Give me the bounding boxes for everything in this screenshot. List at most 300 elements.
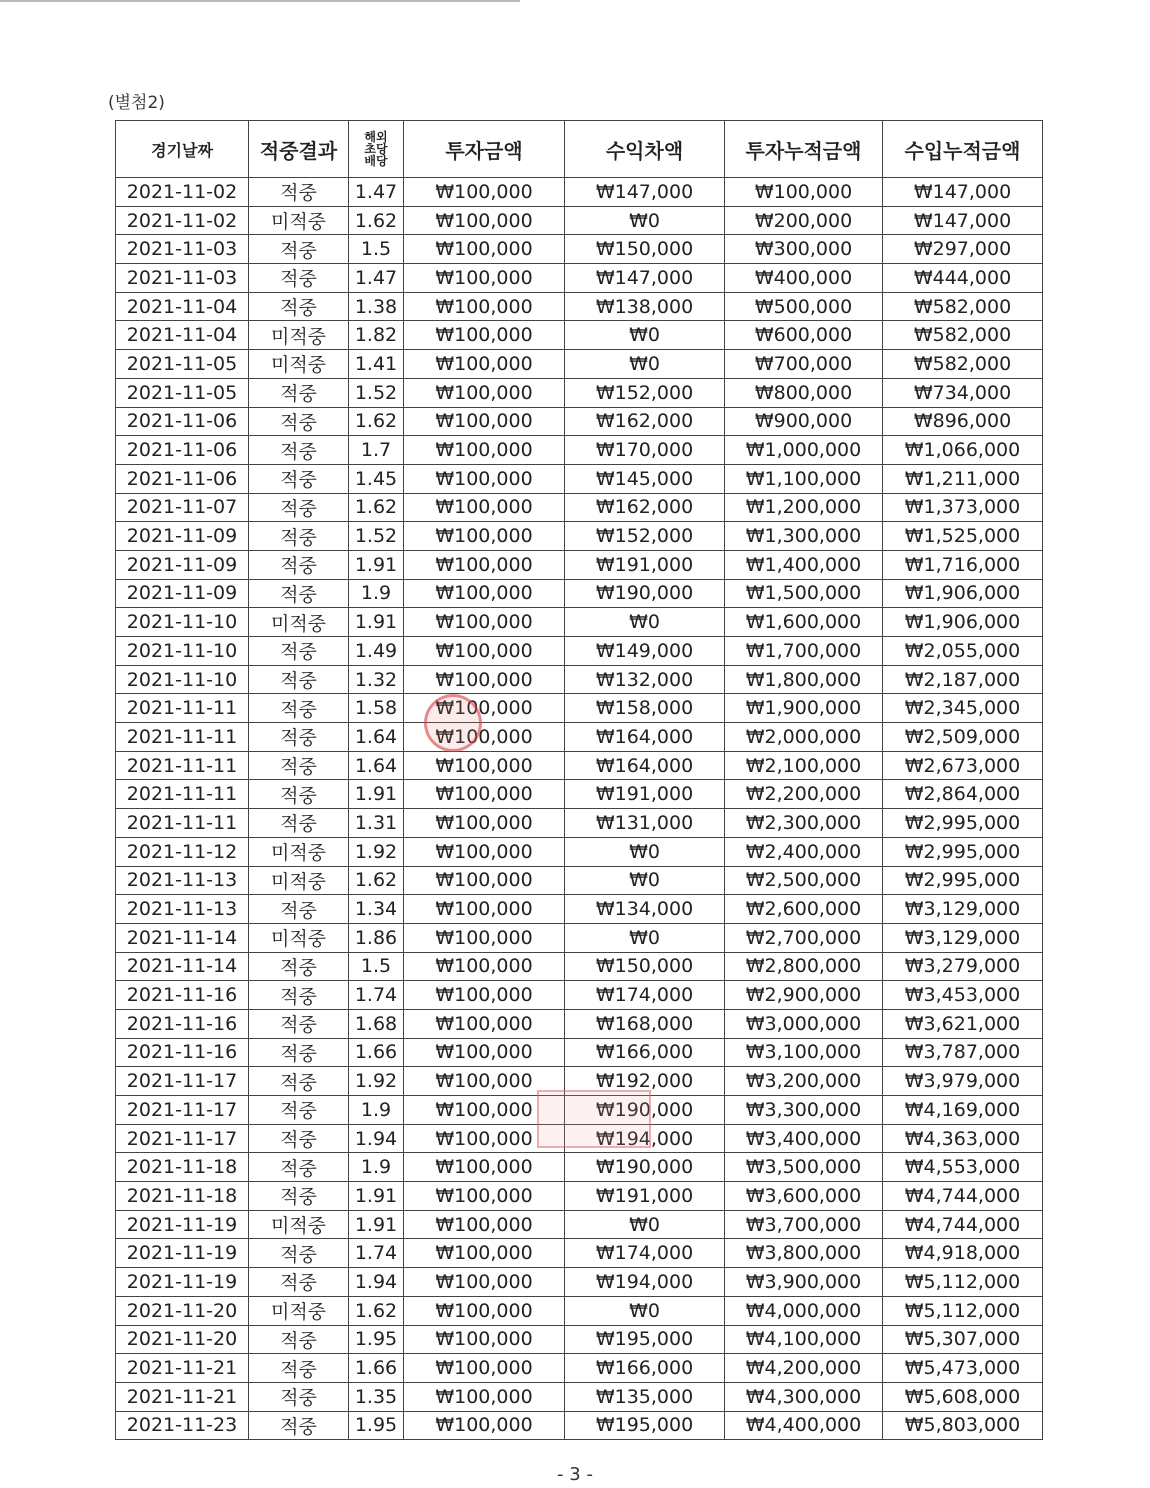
cell-profit: ₩190,000	[565, 1096, 725, 1125]
table-row	[116, 1411, 1043, 1440]
cell-date: 2021-11-05	[116, 378, 249, 407]
cell-invest: ₩100,000	[404, 895, 565, 924]
cell-date: 2021-11-10	[116, 665, 249, 694]
seal-stamp-2	[537, 1090, 651, 1148]
cell-cum-income: ₩1,373,000	[883, 493, 1043, 522]
cell-cum-invest: ₩1,400,000	[725, 550, 883, 579]
cell-cum-invest: ₩4,200,000	[725, 1354, 883, 1383]
cell-result: 적중	[249, 694, 349, 723]
cell-cum-income: ₩582,000	[883, 292, 1043, 321]
header-odds-line: 해외	[364, 130, 388, 144]
cell-cum-income: ₩5,307,000	[883, 1325, 1043, 1354]
cell-odds: 1.92	[349, 837, 404, 866]
cell-profit: ₩164,000	[565, 723, 725, 752]
cell-profit: ₩0	[565, 1210, 725, 1239]
cell-result: 미적중	[249, 923, 349, 952]
cell-profit: ₩170,000	[565, 436, 725, 465]
cell-profit: ₩145,000	[565, 464, 725, 493]
table-row	[116, 1239, 1043, 1268]
cell-date: 2021-11-18	[116, 1182, 249, 1211]
cell-cum-invest: ₩2,400,000	[725, 837, 883, 866]
table-row	[116, 1268, 1043, 1297]
cell-invest: ₩100,000	[404, 264, 565, 293]
cell-odds: 1.35	[349, 1382, 404, 1411]
cell-odds: 1.91	[349, 1210, 404, 1239]
cell-date: 2021-11-19	[116, 1210, 249, 1239]
cell-cum-income: ₩2,864,000	[883, 780, 1043, 809]
cell-date: 2021-11-02	[116, 178, 249, 207]
cell-cum-income: ₩734,000	[883, 378, 1043, 407]
cell-cum-invest: ₩2,100,000	[725, 751, 883, 780]
cell-date: 2021-11-11	[116, 780, 249, 809]
cell-cum-invest: ₩1,700,000	[725, 637, 883, 666]
cell-date: 2021-11-09	[116, 522, 249, 551]
cell-cum-income: ₩2,509,000	[883, 723, 1043, 752]
cell-invest: ₩100,000	[404, 1153, 565, 1182]
table-body	[116, 178, 1043, 1440]
table-row	[116, 522, 1043, 551]
cell-profit: ₩138,000	[565, 292, 725, 321]
cell-cum-invest: ₩700,000	[725, 350, 883, 379]
cell-profit: ₩162,000	[565, 493, 725, 522]
table-row	[116, 866, 1043, 895]
cell-invest: ₩100,000	[404, 981, 565, 1010]
cell-cum-invest: ₩300,000	[725, 235, 883, 264]
cell-result: 적중	[249, 1354, 349, 1383]
cell-invest: ₩100,000	[404, 493, 565, 522]
cell-cum-income: ₩4,918,000	[883, 1239, 1043, 1268]
cell-result: 적중	[249, 1096, 349, 1125]
cell-odds: 1.68	[349, 1009, 404, 1038]
cell-profit: ₩147,000	[565, 264, 725, 293]
cell-invest: ₩100,000	[404, 1038, 565, 1067]
cell-odds: 1.32	[349, 665, 404, 694]
cell-date: 2021-11-14	[116, 952, 249, 981]
cell-result: 미적중	[249, 837, 349, 866]
cell-result: 적중	[249, 1325, 349, 1354]
cell-result: 적중	[249, 952, 349, 981]
cell-result: 적중	[249, 751, 349, 780]
cell-cum-income: ₩3,979,000	[883, 1067, 1043, 1096]
header-odds-line: 초당	[364, 142, 388, 156]
cell-invest: ₩100,000	[404, 923, 565, 952]
cell-result: 적중	[249, 809, 349, 838]
cell-result: 미적중	[249, 866, 349, 895]
cell-cum-invest: ₩2,800,000	[725, 952, 883, 981]
table-row	[116, 1182, 1043, 1211]
cell-cum-invest: ₩4,000,000	[725, 1296, 883, 1325]
cell-invest: ₩100,000	[404, 579, 565, 608]
cell-cum-income: ₩4,744,000	[883, 1210, 1043, 1239]
cell-odds: 1.74	[349, 981, 404, 1010]
cell-cum-invest: ₩2,900,000	[725, 981, 883, 1010]
cell-result: 미적중	[249, 350, 349, 379]
table-row	[116, 1325, 1043, 1354]
cell-result: 적중	[249, 895, 349, 924]
header-invest: 투자금액	[404, 121, 565, 178]
table-row	[116, 292, 1043, 321]
cell-profit: ₩174,000	[565, 981, 725, 1010]
cell-cum-invest: ₩1,500,000	[725, 579, 883, 608]
cell-odds: 1.62	[349, 493, 404, 522]
cell-date: 2021-11-16	[116, 1009, 249, 1038]
cell-cum-invest: ₩3,300,000	[725, 1096, 883, 1125]
cell-cum-invest: ₩3,000,000	[725, 1009, 883, 1038]
cell-cum-income: ₩3,787,000	[883, 1038, 1043, 1067]
cell-date: 2021-11-17	[116, 1124, 249, 1153]
cell-result: 적중	[249, 637, 349, 666]
cell-date: 2021-11-18	[116, 1153, 249, 1182]
cell-result: 적중	[249, 1153, 349, 1182]
cell-invest: ₩100,000	[404, 206, 565, 235]
cell-cum-invest: ₩3,400,000	[725, 1124, 883, 1153]
cell-result: 적중	[249, 780, 349, 809]
page-number: - 3 -	[557, 1464, 593, 1485]
cell-profit: ₩0	[565, 923, 725, 952]
cell-profit: ₩134,000	[565, 895, 725, 924]
cell-odds: 1.66	[349, 1354, 404, 1383]
cell-cum-invest: ₩4,400,000	[725, 1411, 883, 1440]
cell-cum-income: ₩3,129,000	[883, 923, 1043, 952]
cell-date: 2021-11-11	[116, 809, 249, 838]
cell-date: 2021-11-10	[116, 637, 249, 666]
cell-invest: ₩100,000	[404, 694, 565, 723]
table-row	[116, 1382, 1043, 1411]
cell-result: 적중	[249, 1411, 349, 1440]
cell-result: 미적중	[249, 1210, 349, 1239]
cell-cum-income: ₩4,363,000	[883, 1124, 1043, 1153]
cell-cum-invest: ₩400,000	[725, 264, 883, 293]
cell-invest: ₩100,000	[404, 1268, 565, 1297]
cell-profit: ₩190,000	[565, 1153, 725, 1182]
cell-cum-income: ₩1,525,000	[883, 522, 1043, 551]
cell-date: 2021-11-03	[116, 235, 249, 264]
cell-date: 2021-11-20	[116, 1325, 249, 1354]
cell-result: 적중	[249, 1038, 349, 1067]
table-row	[116, 464, 1043, 493]
cell-cum-income: ₩1,906,000	[883, 608, 1043, 637]
header-date: 경기날짜	[116, 121, 249, 178]
cell-result: 적중	[249, 550, 349, 579]
cell-date: 2021-11-09	[116, 550, 249, 579]
cell-date: 2021-11-05	[116, 350, 249, 379]
cell-date: 2021-11-07	[116, 493, 249, 522]
cell-date: 2021-11-04	[116, 292, 249, 321]
table-row	[116, 981, 1043, 1010]
cell-odds: 1.92	[349, 1067, 404, 1096]
cell-profit: ₩191,000	[565, 780, 725, 809]
table-row	[116, 178, 1043, 207]
cell-invest: ₩100,000	[404, 292, 565, 321]
cell-result: 적중	[249, 436, 349, 465]
betting-results-table	[115, 120, 1043, 1440]
cell-invest: ₩100,000	[404, 1382, 565, 1411]
cell-invest: ₩100,000	[404, 809, 565, 838]
cell-profit: ₩152,000	[565, 378, 725, 407]
cell-cum-income: ₩3,621,000	[883, 1009, 1043, 1038]
cell-profit: ₩135,000	[565, 1382, 725, 1411]
table-row	[116, 723, 1043, 752]
cell-cum-invest: ₩200,000	[725, 206, 883, 235]
header-odds-line: 배당	[364, 154, 388, 168]
cell-profit: ₩174,000	[565, 1239, 725, 1268]
cell-cum-invest: ₩2,600,000	[725, 895, 883, 924]
cell-date: 2021-11-06	[116, 407, 249, 436]
table-row	[116, 923, 1043, 952]
cell-odds: 1.74	[349, 1239, 404, 1268]
cell-date: 2021-11-09	[116, 579, 249, 608]
table-row	[116, 436, 1043, 465]
cell-odds: 1.64	[349, 751, 404, 780]
cell-profit: ₩147,000	[565, 178, 725, 207]
cell-odds: 1.5	[349, 235, 404, 264]
cell-cum-invest: ₩1,800,000	[725, 665, 883, 694]
cell-date: 2021-11-11	[116, 723, 249, 752]
cell-cum-income: ₩2,995,000	[883, 809, 1043, 838]
cell-cum-invest: ₩3,100,000	[725, 1038, 883, 1067]
cell-odds: 1.38	[349, 292, 404, 321]
cell-odds: 1.49	[349, 637, 404, 666]
cell-odds: 1.91	[349, 608, 404, 637]
cell-odds: 1.5	[349, 952, 404, 981]
cell-invest: ₩100,000	[404, 321, 565, 350]
cell-invest: ₩100,000	[404, 550, 565, 579]
cell-result: 적중	[249, 378, 349, 407]
cell-profit: ₩0	[565, 206, 725, 235]
cell-cum-invest: ₩3,900,000	[725, 1268, 883, 1297]
table-row	[116, 321, 1043, 350]
cell-cum-income: ₩2,673,000	[883, 751, 1043, 780]
cell-profit: ₩162,000	[565, 407, 725, 436]
table-row	[116, 206, 1043, 235]
cell-date: 2021-11-11	[116, 694, 249, 723]
cell-cum-income: ₩896,000	[883, 407, 1043, 436]
cell-cum-invest: ₩100,000	[725, 178, 883, 207]
cell-cum-invest: ₩2,000,000	[725, 723, 883, 752]
cell-result: 적중	[249, 1382, 349, 1411]
cell-result: 미적중	[249, 206, 349, 235]
cell-date: 2021-11-19	[116, 1239, 249, 1268]
cell-invest: ₩100,000	[404, 235, 565, 264]
table-row	[116, 579, 1043, 608]
cell-odds: 1.62	[349, 407, 404, 436]
cell-cum-income: ₩444,000	[883, 264, 1043, 293]
cell-cum-invest: ₩2,200,000	[725, 780, 883, 809]
table-row	[116, 694, 1043, 723]
cell-cum-income: ₩5,803,000	[883, 1411, 1043, 1440]
cell-profit: ₩190,000	[565, 579, 725, 608]
table-row	[116, 378, 1043, 407]
cell-cum-invest: ₩2,300,000	[725, 809, 883, 838]
cell-invest: ₩100,000	[404, 608, 565, 637]
cell-profit: ₩150,000	[565, 952, 725, 981]
cell-result: 적중	[249, 1067, 349, 1096]
cell-odds: 1.41	[349, 350, 404, 379]
table-row	[116, 837, 1043, 866]
cell-profit: ₩0	[565, 837, 725, 866]
cell-cum-income: ₩4,553,000	[883, 1153, 1043, 1182]
cell-odds: 1.45	[349, 464, 404, 493]
cell-profit: ₩132,000	[565, 665, 725, 694]
cell-cum-invest: ₩900,000	[725, 407, 883, 436]
cell-result: 적중	[249, 493, 349, 522]
cell-cum-income: ₩582,000	[883, 350, 1043, 379]
cell-cum-income: ₩147,000	[883, 206, 1043, 235]
cell-profit: ₩152,000	[565, 522, 725, 551]
table-row	[116, 1038, 1043, 1067]
cell-invest: ₩100,000	[404, 866, 565, 895]
cell-date: 2021-11-21	[116, 1382, 249, 1411]
cell-result: 미적중	[249, 608, 349, 637]
cell-result: 적중	[249, 1268, 349, 1297]
cell-cum-invest: ₩1,600,000	[725, 608, 883, 637]
cell-profit: ₩149,000	[565, 637, 725, 666]
cell-invest: ₩100,000	[404, 522, 565, 551]
cell-result: 적중	[249, 292, 349, 321]
cell-odds: 1.66	[349, 1038, 404, 1067]
cell-cum-income: ₩1,906,000	[883, 579, 1043, 608]
cell-profit: ₩158,000	[565, 694, 725, 723]
cell-result: 적중	[249, 1009, 349, 1038]
cell-result: 적중	[249, 464, 349, 493]
cell-profit: ₩164,000	[565, 751, 725, 780]
cell-result: 적중	[249, 1182, 349, 1211]
cell-invest: ₩100,000	[404, 1124, 565, 1153]
cell-date: 2021-11-23	[116, 1411, 249, 1440]
cell-invest: ₩100,000	[404, 1325, 565, 1354]
table-row	[116, 550, 1043, 579]
cell-result: 적중	[249, 665, 349, 694]
table-row	[116, 1153, 1043, 1182]
cell-profit: ₩195,000	[565, 1411, 725, 1440]
cell-date: 2021-11-06	[116, 464, 249, 493]
cell-cum-invest: ₩600,000	[725, 321, 883, 350]
cell-profit: ₩195,000	[565, 1325, 725, 1354]
cell-cum-income: ₩582,000	[883, 321, 1043, 350]
cell-result: 적중	[249, 981, 349, 1010]
cell-date: 2021-11-21	[116, 1354, 249, 1383]
cell-result: 미적중	[249, 1296, 349, 1325]
header-row	[116, 121, 1043, 178]
cell-cum-invest: ₩1,100,000	[725, 464, 883, 493]
cell-invest: ₩100,000	[404, 723, 565, 752]
cell-cum-invest: ₩2,500,000	[725, 866, 883, 895]
table-row	[116, 235, 1043, 264]
cell-date: 2021-11-12	[116, 837, 249, 866]
cell-cum-income: ₩2,345,000	[883, 694, 1043, 723]
cell-cum-invest: ₩2,700,000	[725, 923, 883, 952]
cell-invest: ₩100,000	[404, 178, 565, 207]
table-row	[116, 665, 1043, 694]
cell-odds: 1.82	[349, 321, 404, 350]
cell-profit: ₩0	[565, 608, 725, 637]
cell-invest: ₩100,000	[404, 637, 565, 666]
cell-result: 적중	[249, 579, 349, 608]
cell-profit: ₩192,000	[565, 1067, 725, 1096]
cell-invest: ₩100,000	[404, 1354, 565, 1383]
cell-invest: ₩100,000	[404, 751, 565, 780]
cell-invest: ₩100,000	[404, 1411, 565, 1440]
cell-result: 적중	[249, 407, 349, 436]
header-cum-invest: 투자누적금액	[725, 121, 883, 178]
cell-invest: ₩100,000	[404, 780, 565, 809]
table-row	[116, 1210, 1043, 1239]
cell-odds: 1.91	[349, 780, 404, 809]
cell-cum-invest: ₩4,100,000	[725, 1325, 883, 1354]
cell-profit: ₩0	[565, 1296, 725, 1325]
table-row	[116, 1296, 1043, 1325]
top-rule	[0, 0, 520, 2]
cell-result: 적중	[249, 723, 349, 752]
table-row	[116, 407, 1043, 436]
cell-result: 적중	[249, 235, 349, 264]
cell-date: 2021-11-16	[116, 981, 249, 1010]
cell-cum-income: ₩3,453,000	[883, 981, 1043, 1010]
cell-profit: ₩166,000	[565, 1038, 725, 1067]
cell-odds: 1.34	[349, 895, 404, 924]
cell-cum-invest: ₩3,500,000	[725, 1153, 883, 1182]
cell-result: 적중	[249, 522, 349, 551]
cell-date: 2021-11-10	[116, 608, 249, 637]
cell-profit: ₩166,000	[565, 1354, 725, 1383]
cell-result: 적중	[249, 1239, 349, 1268]
cell-cum-invest: ₩1,200,000	[725, 493, 883, 522]
cell-cum-income: ₩2,995,000	[883, 866, 1043, 895]
cell-result: 적중	[249, 178, 349, 207]
cell-cum-income: ₩3,279,000	[883, 952, 1043, 981]
cell-invest: ₩100,000	[404, 464, 565, 493]
cell-result: 미적중	[249, 321, 349, 350]
cell-odds: 1.7	[349, 436, 404, 465]
cell-profit: ₩0	[565, 866, 725, 895]
cell-cum-income: ₩5,112,000	[883, 1296, 1043, 1325]
cell-invest: ₩100,000	[404, 1067, 565, 1096]
cell-odds: 1.62	[349, 866, 404, 895]
cell-date: 2021-11-13	[116, 895, 249, 924]
cell-date: 2021-11-04	[116, 321, 249, 350]
cell-profit: ₩194,000	[565, 1268, 725, 1297]
cell-cum-income: ₩4,169,000	[883, 1096, 1043, 1125]
cell-profit: ₩131,000	[565, 809, 725, 838]
cell-odds: 1.47	[349, 264, 404, 293]
cell-odds: 1.86	[349, 923, 404, 952]
table-row	[116, 1354, 1043, 1383]
table-row	[116, 264, 1043, 293]
cell-odds: 1.52	[349, 522, 404, 551]
header-odds-text	[349, 131, 403, 167]
cell-result: 적중	[249, 1124, 349, 1153]
cell-odds: 1.9	[349, 1153, 404, 1182]
cell-date: 2021-11-17	[116, 1096, 249, 1125]
cell-odds: 1.64	[349, 723, 404, 752]
cell-date: 2021-11-19	[116, 1268, 249, 1297]
cell-odds: 1.95	[349, 1411, 404, 1440]
cell-cum-income: ₩2,995,000	[883, 837, 1043, 866]
cell-cum-income: ₩3,129,000	[883, 895, 1043, 924]
cell-date: 2021-11-14	[116, 923, 249, 952]
table-row	[116, 952, 1043, 981]
cell-cum-invest: ₩3,800,000	[725, 1239, 883, 1268]
cell-invest: ₩100,000	[404, 436, 565, 465]
table-row	[116, 895, 1043, 924]
cell-odds: 1.9	[349, 1096, 404, 1125]
cell-cum-income: ₩147,000	[883, 178, 1043, 207]
cell-invest: ₩100,000	[404, 1210, 565, 1239]
table-row	[116, 809, 1043, 838]
cell-cum-invest: ₩3,700,000	[725, 1210, 883, 1239]
cell-date: 2021-11-16	[116, 1038, 249, 1067]
cell-profit: ₩191,000	[565, 1182, 725, 1211]
